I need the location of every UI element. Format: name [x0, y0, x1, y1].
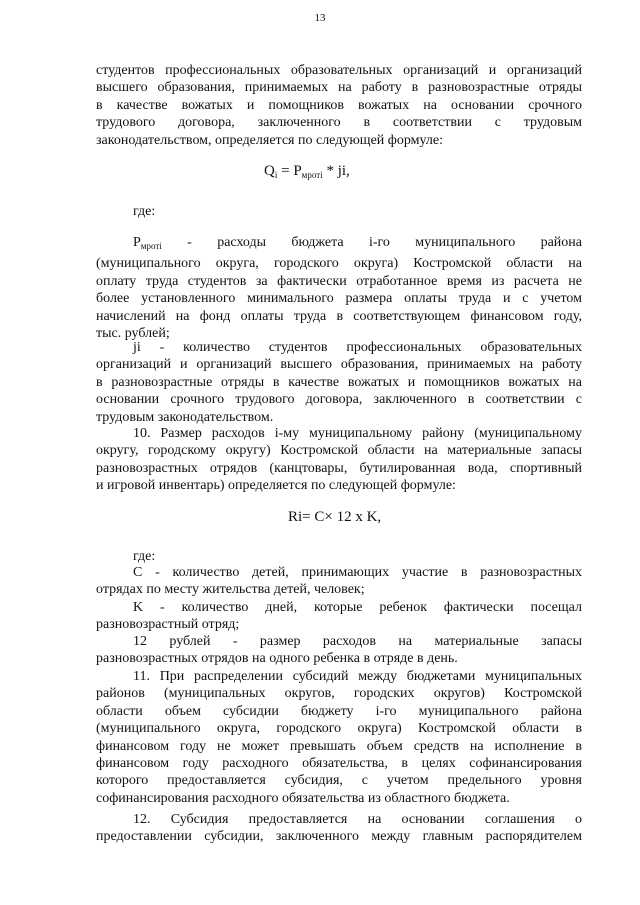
text-line: более установленного минимального размера оплаты труда и с учетом [96, 291, 582, 307]
text-line: (муниципального округа, городского округа) Костромской области на [96, 256, 582, 272]
text-line: $P_{мротi}$ - расходы бюджета i-го муниципального района [133, 235, 582, 251]
text-line: округу, городскому округу) Костромской области на материальные запасы [96, 443, 582, 459]
text-line: предоставлении субсидии, заключенного между главным распорядителем [96, 829, 582, 845]
text-line: C - количество детей, принимающих участие в разновозрастных [133, 565, 582, 580]
definition-c [96, 564, 582, 599]
text-line: финансовом году расходного обязательства, в целях софинансирования [96, 756, 582, 772]
text-line: в качестве вожатых и помощников вожатых на основании срочного [96, 97, 582, 113]
formula-ri: Ri= C× 12 х K, [288, 509, 382, 525]
text-line: 12 рублей - размер расходов на материальные запасы [133, 634, 582, 649]
text-line: разновозрастных отрядов (канцтовары, бутилированная вода, спортивный [96, 460, 582, 476]
text-line: K - количество дней, которые ребенок фактически посещал [133, 600, 582, 615]
text-line: оплату труда студентов за фактически отработанное время из расчета не [96, 273, 582, 289]
text-line: ji - количество студентов профессиональных образовательных [133, 340, 582, 355]
definition-k [96, 599, 582, 634]
definition-12-rubles [96, 633, 582, 668]
formula-q: $Q_i = P_{мротi}$ * ji, [264, 163, 350, 180]
definition-p-mroti [96, 234, 582, 342]
definition-ji [96, 339, 582, 426]
text-line: отрядах по месту жительства детей, человек; [96, 582, 365, 598]
text-line: трудовым законодательством. [96, 409, 274, 425]
text-line: софинансирования расходного обязательства из областного бюджета. [96, 790, 510, 806]
text-line: законодательством, определяется по следующей формуле: [96, 132, 443, 148]
text-line: которого предоставляется субсидия, с учетом предельного уровня [96, 773, 582, 789]
text-line: высшего образования, принимаемых на работу в разновозрастные отряды [96, 80, 582, 96]
text-line: студентов профессиональных образовательных организаций и организаций [96, 63, 582, 78]
item-10 [96, 425, 582, 495]
text-line: (муниципального округа, городского округа) Костромской области в [96, 721, 582, 737]
text-line: разновозрастный отряд; [96, 617, 240, 633]
item-12 [96, 811, 582, 846]
text-line: районов (муниципальных округов, городских округов) Костромской [96, 686, 582, 702]
text-line: и игровой инвентарь) определяется по следующей формуле: [96, 478, 456, 494]
text-line: в разновозрастные отряды в качестве вожатых и помощников вожатых на [96, 374, 582, 390]
item-11 [96, 668, 582, 807]
text-line: 11. При распределении субсидий между бюджетами муниципальных [133, 669, 582, 684]
text-line: тыс. рублей; [96, 326, 170, 342]
text-line: организаций и организаций высшего образования, принимаемых на работу [96, 357, 582, 373]
where-label: где: [133, 549, 156, 564]
text-line: 10. Размер расходов i-му муниципальному району (муниципальному [133, 426, 582, 441]
paragraph-continuation [96, 62, 582, 149]
text-line: области объем субсидии бюджету i-го муниципального района [96, 703, 582, 719]
text-line: финансовом году не может превышать объем средств на исполнение в [96, 738, 582, 754]
text-line: разновозрастных отрядов на одного ребенка в отряде в день. [96, 651, 458, 667]
text-line: трудового договора, заключенного в соответствии с трудовым [96, 115, 582, 131]
where-label: где: [133, 204, 156, 219]
text-line: основании срочного трудового договора, заключенного в соответствии с [96, 392, 582, 408]
page-number: 13 [314, 12, 326, 24]
text-line: 12. Субсидия предоставляется на основании соглашения о [133, 812, 582, 827]
text-line: начислений на фонд оплаты труда в соответствующем финансовом году, [96, 308, 582, 324]
